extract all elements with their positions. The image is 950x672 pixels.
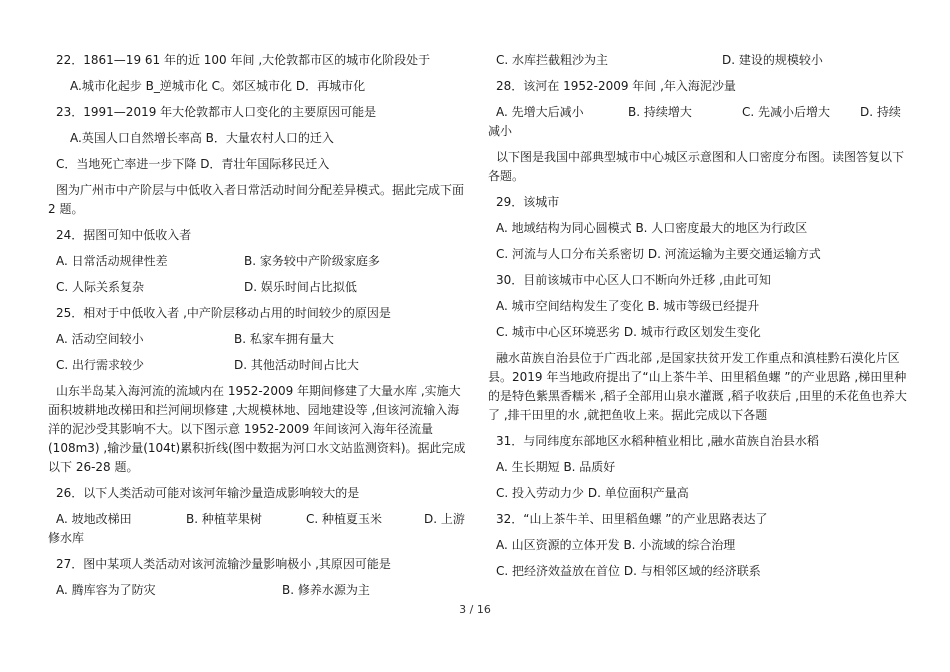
q26-intro-line4: (108m3) ,输沙量(104t)累积折线(图中数据为河口水文站监测资料)。据此完成 [48, 441, 466, 455]
q24-option-b: B. 家务较中产阶级家庭多 [244, 254, 380, 268]
q26-intro-line1: 山东半岛某入海河流的流域内在 1952-2009 年期间修建了大量水库 ,实施大 [56, 384, 461, 398]
q28-stem: 28．该河在 1952-2009 年间 ,年入海泥沙量 [496, 79, 736, 93]
q24-option-d: D. 娱乐时间占比拟低 [244, 280, 357, 294]
q26-option-d: D. 上游 [424, 512, 465, 526]
q24-intro-line2: 2 题。 [48, 202, 84, 216]
q24-intro-line1: 图为广州市中产阶层与中低收入者日常活动时间分配差异模式。据此完成下面 [56, 183, 465, 197]
q26-option-a: A. 坡地改梯田 [56, 512, 132, 526]
q27-option-c: C. 水库拦截粗沙为主 [496, 53, 609, 67]
q31-intro-line4: 了 ,排干田里的水 ,就把鱼收上来。据此完成以下各题 [488, 408, 768, 422]
q24-option-c: C. 人际关系复杂 [56, 280, 145, 294]
q22-options: A.城市化起步 B_逆城市化 C。郊区城市化 D．再城市化 [70, 79, 366, 93]
q31-stem: 31．与同纬度东部地区水稻种植业相比 ,融水苗族自治县水稻 [496, 434, 819, 448]
q30-options-ab: A. 城市空间结构发生了变化 B. 城市等级已经提升 [496, 299, 760, 313]
q30-options-cd: C. 城市中心区环境恶劣 D. 城市行政区划发生变化 [496, 325, 761, 339]
q29-options-cd: C. 河流与人口分布关系密切 D. 河流运输为主要交通运输方式 [496, 247, 821, 261]
q29-intro-line2: 各题。 [488, 169, 525, 183]
q25-option-a: A. 活动空间较小 [56, 332, 144, 346]
q26-option-d-cont: 修水库 [48, 531, 85, 545]
q32-options-ab: A. 山区资源的立体开发 B. 小流域的综合治理 [496, 538, 736, 552]
q31-intro-line2: 县。2019 年当地政府提出了“山上茶牛羊、田里稻鱼螺 ”的产业思路 ,梯田里种 [488, 370, 907, 384]
q25-stem: 25．相对于中低收入者 ,中产阶层移动占用的时间较少的原因是 [56, 306, 391, 320]
q28-option-b: B. 持续增大 [628, 105, 692, 119]
q27-option-b: B. 修养水源为主 [282, 583, 370, 597]
q27-option-a: A. 腾库容为了防灾 [56, 583, 156, 597]
q30-stem: 30．目前该城市中心区人口不断向外迁移 ,由此可知 [496, 273, 771, 287]
q29-intro-line1: 以下图是我国中部典型城市中心城区示意图和人口密度分布图。读图答复以下 [496, 150, 905, 164]
q24-stem: 24．据图可知中低收入者 [56, 228, 192, 242]
q29-stem: 29．该城市 [496, 195, 560, 209]
q27-stem: 27．图中某项人类活动对该河流输沙量影响极小 ,其原因可能是 [56, 557, 391, 571]
q25-option-d: D. 其他活动时间占比大 [234, 358, 359, 372]
q25-option-c: C. 出行需求较少 [56, 358, 145, 372]
q28-option-c: C. 先减小后增大 [742, 105, 831, 119]
q28-option-d: D. 持续 [860, 105, 901, 119]
q23-stem: 23．1991—2019 年大伦敦都市人口变化的主要原因可能是 [56, 105, 377, 119]
q28-option-d-cont: 减小 [488, 124, 513, 138]
q31-intro-line1: 融水苗族自治县位于广西北部 ,是国家扶贫开发工作重点和滇桂黔石漠化片区 [496, 351, 900, 365]
q26-intro-line3: 洋的泥沙受其影响不大。以下图示意 1952-2009 年间该河入海年径流量 [48, 422, 434, 436]
q26-intro-line2: 面积坡耕地改梯田和拦河闸坝修建 ,大规模林地、园地建设等 ,但该河流输入海 [48, 403, 460, 417]
q28-option-a: A. 先增大后减小 [496, 105, 584, 119]
q26-option-c: C. 种植夏玉米 [306, 512, 383, 526]
page-number: 3 / 16 [459, 603, 491, 616]
q26-intro-line5: 以下 26-28 题。 [48, 460, 139, 474]
q26-option-b: B. 种植苹果树 [186, 512, 262, 526]
q32-stem: 32．“山上茶牛羊、田里稻鱼螺 ”的产业思路表达了 [496, 512, 768, 526]
q31-options-ab: A. 生长期短 B. 品质好 [496, 460, 616, 474]
q24-option-a: A. 日常活动规律性差 [56, 254, 168, 268]
q23-options-cd: C．当地死亡率进一步下降 D．青壮年国际移民迁入 [56, 157, 330, 171]
q26-stem: 26．以下人类活动可能对该河年输沙量造成影响较大的是 [56, 486, 360, 500]
q25-option-b: B. 私家车拥有量大 [234, 332, 334, 346]
q32-options-cd: C. 把经济效益放在首位 D. 与相邻区域的经济联系 [496, 564, 761, 578]
q31-intro-line3: 的是特色紫黑香糯米 ,稻子全部用山泉水灌溉 ,稻子收获后 ,田里的禾花鱼也养大 [488, 389, 907, 403]
q23-options-ab: A.英国人口自然增长率高 B．大量农村人口的迁入 [70, 131, 334, 145]
q22-stem: 22．1861—19 61 年的近 100 年间 ,大伦敦都市区的城市化阶段处于 [56, 53, 431, 67]
q29-options-ab: A. 地域结构为同心圆模式 B. 人口密度最大的地区为行政区 [496, 221, 808, 235]
q31-options-cd: C. 投入劳动力少 D. 单位面积产量高 [496, 486, 689, 500]
q27-option-d: D. 建设的规模较小 [722, 53, 823, 67]
